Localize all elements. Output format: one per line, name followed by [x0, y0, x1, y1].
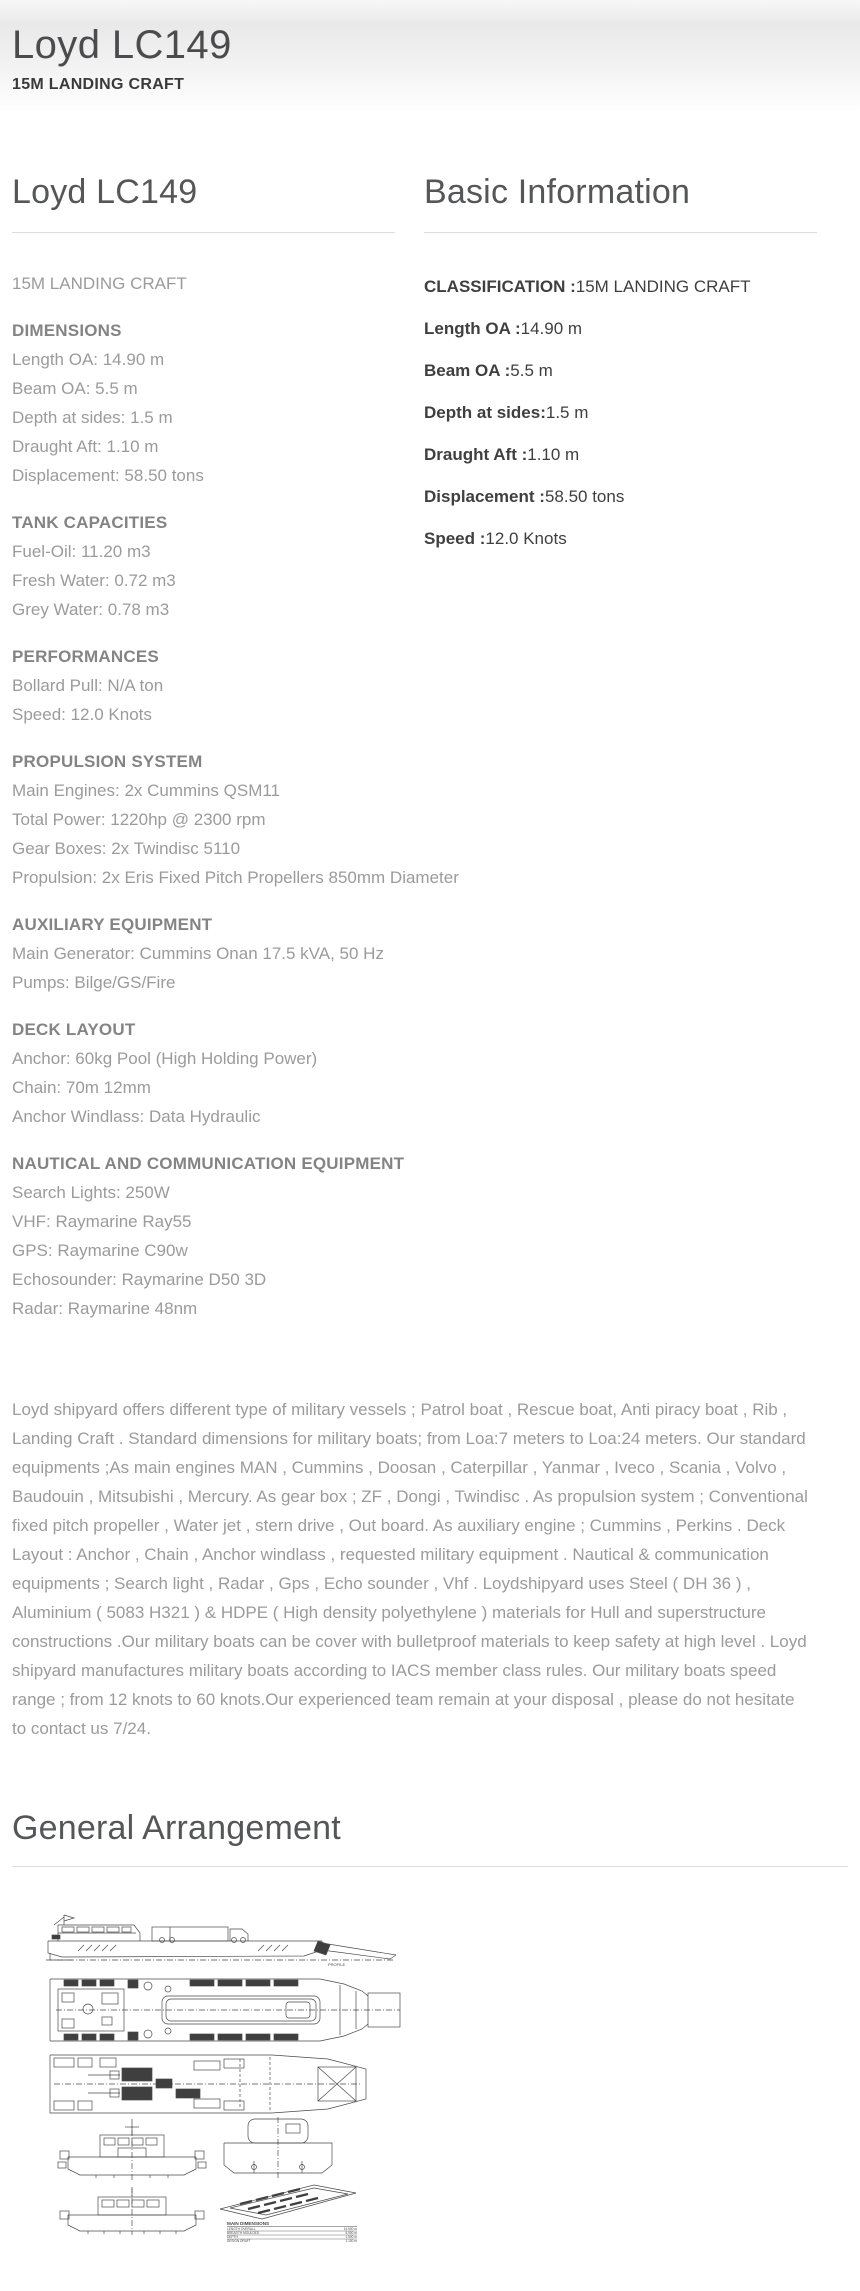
info-label: Displacement :	[424, 487, 545, 506]
table-row-value: 5.500 m	[345, 2231, 357, 2235]
table-row-value: 1.500 m	[345, 2235, 357, 2239]
spec-section-title: PERFORMANCES	[12, 647, 159, 666]
info-label: Length OA :	[424, 319, 521, 338]
info-label: Speed :	[424, 529, 486, 548]
page-subtitle: 15M LANDING CRAFT	[12, 76, 185, 93]
spec-line: Anchor: 60kg Pool (High Holding Power)	[12, 1049, 318, 1068]
spec-section-nautical-communication	[12, 1149, 848, 1323]
spec-line: Length OA: 14.90 m	[12, 350, 165, 369]
info-row-classification	[424, 277, 840, 297]
spec-section-title: PROPULSION SYSTEM	[12, 752, 203, 771]
info-row-draught-aft	[424, 445, 840, 465]
info-value: 14.90 m	[520, 319, 583, 338]
bow-section-view	[58, 2119, 206, 2181]
info-row-speed	[424, 529, 840, 549]
deck-plan-view	[50, 1979, 400, 2041]
info-value: 12.0 Knots	[485, 529, 567, 548]
spec-line: Fuel-Oil: 11.20 m3	[12, 542, 151, 561]
basic-information-heading: Basic Information	[424, 173, 691, 211]
info-row-displacement	[424, 487, 840, 507]
spec-line: Total Power: 1220hp @ 2300 rpm	[12, 810, 266, 829]
spec-line: Pumps: Bilge/GS/Fire	[12, 973, 176, 992]
page-title: Loyd LC149	[12, 23, 232, 67]
table-row-label: BREADTH MOULDED	[227, 2231, 260, 2235]
lower-deck-plan-view	[50, 2055, 366, 2113]
spec-line: Displacement: 58.50 tons	[12, 466, 204, 485]
general-arrangement-divider	[12, 1866, 848, 1867]
info-value: 58.50 tons	[544, 487, 625, 506]
info-row-length-oa	[424, 319, 840, 339]
basic-information-divider	[424, 232, 817, 233]
spec-column-heading: Loyd LC149	[12, 173, 198, 211]
spec-line: VHF: Raymarine Ray55	[12, 1212, 192, 1231]
spec-line: Gear Boxes: 2x Twindisc 5110	[12, 839, 241, 858]
table-row-value: 14.900 m	[343, 2227, 357, 2231]
spec-line: Beam OA: 5.5 m	[12, 379, 138, 398]
general-arrangement-drawing	[22, 1903, 848, 2243]
profile-view	[46, 1915, 396, 1967]
table-row-label: LENGTH OVERALL	[227, 2227, 256, 2231]
spec-line: GPS: Raymarine C90w	[12, 1241, 188, 1260]
page-header	[0, 0, 860, 112]
spec-line: Echosounder: Raymarine D50 3D	[12, 1270, 267, 1289]
info-label: Beam OA :	[424, 361, 511, 380]
info-value: 1.10 m	[527, 445, 580, 464]
main-dimensions-table	[227, 2221, 357, 2243]
info-row-depth-at-sides	[424, 403, 840, 423]
spec-section-performances	[12, 642, 848, 729]
spec-line: Chain: 70m 12mm	[12, 1078, 151, 1097]
table-title: MAIN DIMENSIONS	[227, 2221, 270, 2226]
table-row-label: DESIGN DRAFT	[227, 2239, 251, 2243]
spec-line: Speed: 12.0 Knots	[12, 705, 152, 724]
table-row-label: DEPTH	[227, 2235, 238, 2239]
spec-section-title: NAUTICAL AND COMMUNICATION EQUIPMENT	[12, 1154, 405, 1173]
spec-section-auxiliary-equipment	[12, 910, 848, 997]
spec-line: Propulsion: 2x Eris Fixed Pitch Propellers 850mm Diameter	[12, 868, 459, 887]
info-label: Depth at sides:	[424, 403, 546, 422]
spec-line: Grey Water: 0.78 m3	[12, 600, 170, 619]
general-arrangement-heading: General Arrangement	[12, 1809, 341, 1847]
info-value: 1.5 m	[545, 403, 589, 422]
spec-section-propulsion-system	[12, 747, 848, 892]
stern-section-view	[224, 2117, 332, 2179]
info-row-beam-oa	[424, 361, 840, 381]
spec-line: Depth at sides: 1.5 m	[12, 408, 173, 427]
isometric-deck-view	[220, 2185, 356, 2219]
spec-section-deck-layout	[12, 1015, 848, 1131]
spec-line: Draught Aft: 1.10 m	[12, 437, 159, 456]
profile-view-label: PROFILE	[328, 1962, 346, 1967]
spec-line: Fresh Water: 0.72 m3	[12, 571, 176, 590]
spec-section-title: DIMENSIONS	[12, 321, 122, 340]
info-label: CLASSIFICATION :	[424, 277, 576, 296]
spec-line: Main Engines: 2x Cummins QSM11	[12, 781, 281, 800]
spec-line: Search Lights: 250W	[12, 1183, 170, 1202]
info-value: 5.5 m	[510, 361, 553, 380]
table-row-value: 1.100 m	[345, 2239, 357, 2243]
spec-section-title: DECK LAYOUT	[12, 1020, 136, 1039]
main-content	[0, 112, 860, 2243]
spec-section-title: TANK CAPACITIES	[12, 513, 168, 532]
boat-blueprint-svg	[22, 1903, 402, 2243]
basic-information-column	[424, 112, 840, 549]
spec-section-title: AUXILIARY EQUIPMENT	[12, 915, 213, 934]
shipyard-description-paragraph: Loyd shipyard offers different type of military vessels ; Patrol boat , Rescue boat, Anti piracy boat , Rib , Landing Craft . Standard dimensions for military boats; from Loa:7 meters to Loa:24 meters. Our standard equipments ;As main engines MAN , Cummins , Doosan , Caterpillar , Yanmar , Iveco , Scania , Volvo , Baudouin , Mitsubishi , Mercury. As gear box ; ZF , Dongi , Twindisc . As propulsion system ; Conventional fixed pitch propeller , Water jet , stern drive , Out board. As auxiliary engine ; Cummins , Perkins . Deck Layout : Anchor , Chain , Anchor windlass , requested military equipment . Nautical & communication equipments ; Search light , Radar , Gps , Echo sounder , Vhf . Loydshipyard uses Steel ( DH 36 ) , Aluminium ( 5083 H321 ) & HDPE ( High density polyethylene ) materials for Hull and superstructure constructions .Our military boats can be cover with bulletproof materials to keep safety at high level . Loyd shipyard manufactures military boats according to IACS member class rules. Our military boats speed range ; from 12 knots to 60 knots.Our experienced team remain at your disposal , please do not hesitate to contact us 7/24.	[12, 1400, 808, 1738]
spec-line: Main Generator: Cummins Onan 17.5 kVA, 50 Hz	[12, 944, 384, 963]
spec-line: Radar: Raymarine 48nm	[12, 1299, 198, 1318]
spec-column-divider	[12, 232, 395, 233]
spec-line: Anchor Windlass: Data Hydraulic	[12, 1107, 261, 1126]
spec-column-subheading: 15M LANDING CRAFT	[12, 274, 187, 293]
midship-section-view	[60, 2187, 204, 2235]
info-value: 15M LANDING CRAFT	[575, 277, 751, 296]
info-label: Draught Aft :	[424, 445, 528, 464]
spec-line: Bollard Pull: N/A ton	[12, 676, 164, 695]
